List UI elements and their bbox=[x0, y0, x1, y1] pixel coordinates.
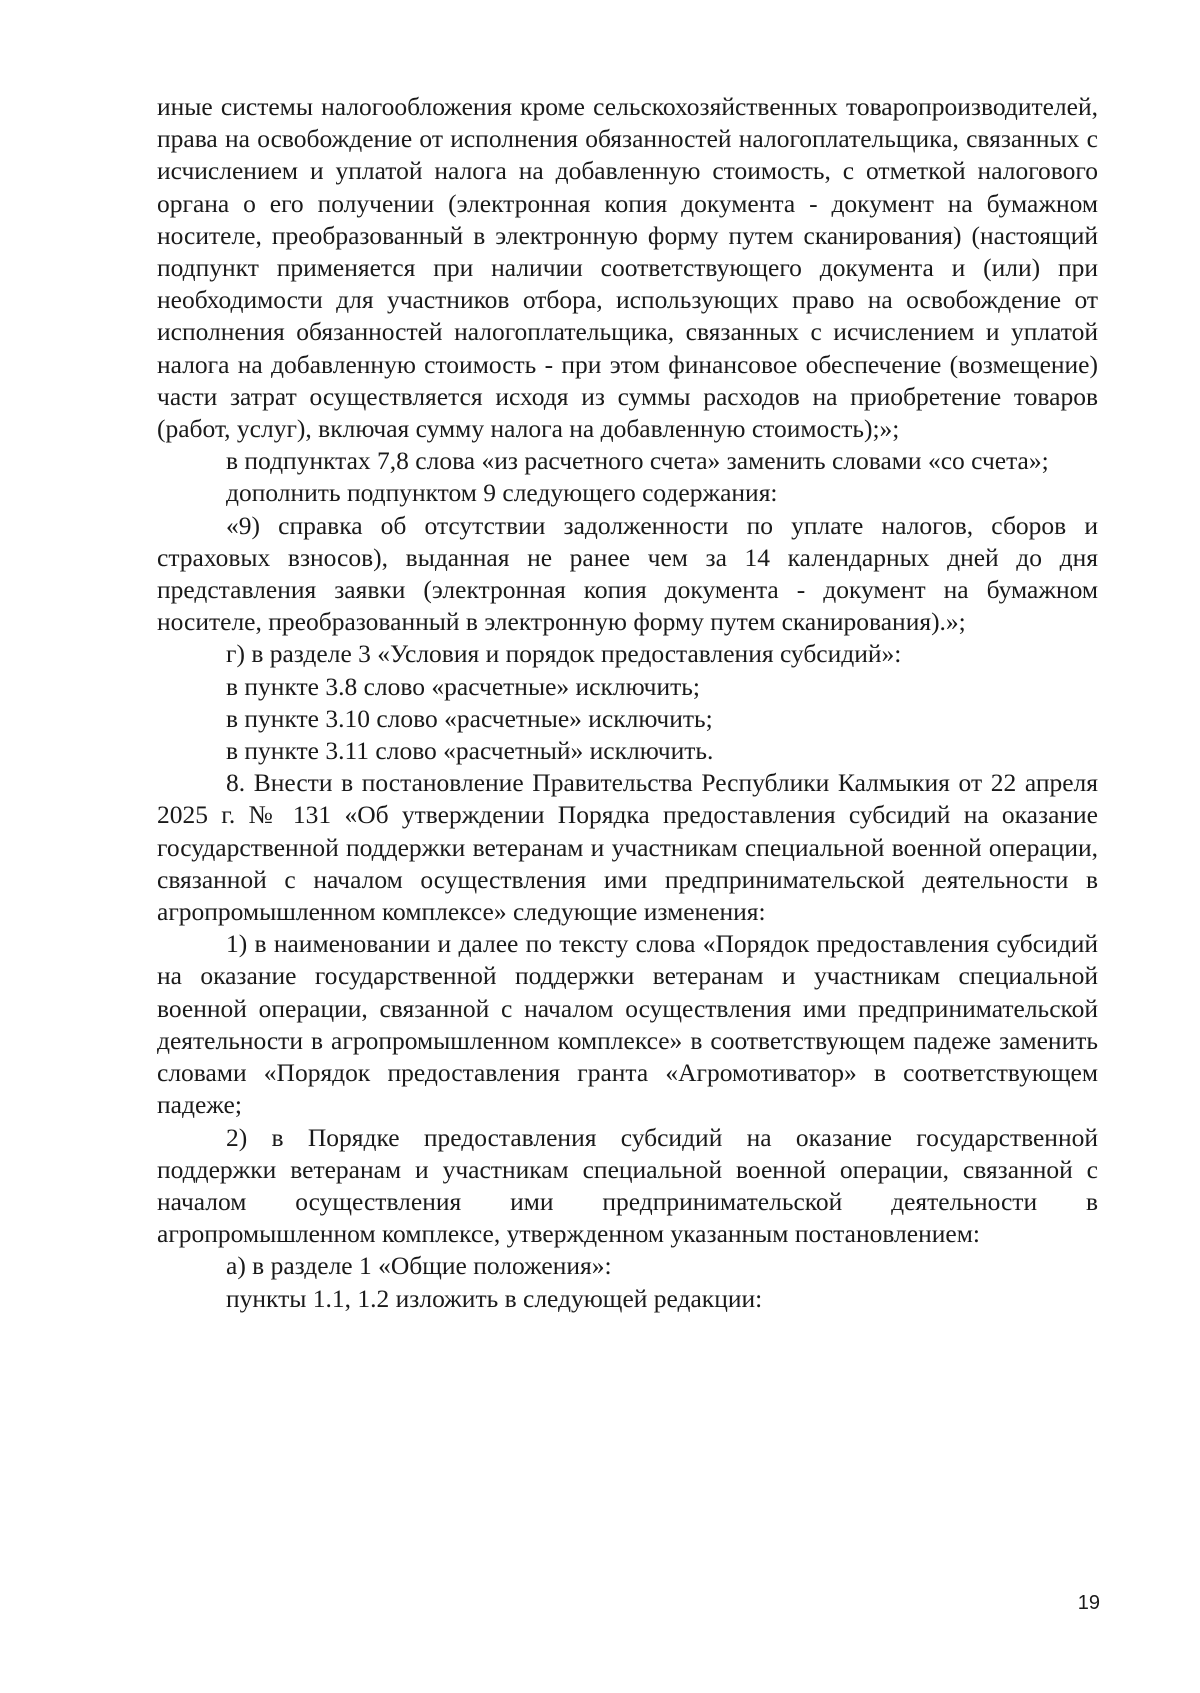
paragraph-subpoint-9: «9) справка об отсутствии задолженности по уплате налогов, сборов и страховых взносов), выданная не ранее чем за 14 календарных дней до дня представления заявки (электронная копия документа - документ на бумажном носителе, преобразованный в электронную форму путем сканирования).»; bbox=[157, 510, 1098, 637]
paragraph-item-8-1: 1) в наименовании и далее по тексту слова «Порядок предоставления субсидий на оказание государственной поддержки ветеранам и участникам специальной военной операции, связанной с началом осуществления ими предпринимательской деятельности в агропромышленном комплексе» в соответствующем падеже заменить словами «Порядок предоставления гранта «Агромотиватор» в соответствующем падеже; bbox=[157, 929, 1098, 1120]
paragraph-section-1: а) в разделе 1 «Общие положения»: bbox=[226, 1251, 612, 1281]
paragraph-continuation: иные системы налогообложения кроме сельскохозяйственных товаропроизводителей, права на освобождение от исполнения обязанностей налогоплательщика, связанных с исчислением и уплатой налога на добавленную стоимость, с отметкой налогового органа о его получении (электронная копия документа - документ на бумажном носителе, преобразованный в электронную форму путем сканирования) (настоящий подпункт применяется при наличии соответствующего документа и (или) при необходимости для участников отбора, использующих право на освобождение от исполнения обязанностей налогоплательщика, связанных с исчислением и уплатой налога на добавленную стоимость - при этом финансовое обеспечение (возмещение) части затрат осуществляется исходя из суммы расходов на приобретение товаров (работ, услуг), включая сумму налога на добавленную стоимость);»; bbox=[157, 92, 1098, 444]
document-body bbox=[157, 91, 1098, 1315]
page-number: 19 bbox=[1077, 1592, 1100, 1614]
paragraph-add-subpoint-9: дополнить подпунктом 9 следующего содержания: bbox=[226, 478, 778, 508]
paragraph-subpoints-7-8: в подпунктах 7,8 слова «из расчетного счета» заменить словами «со счета»; bbox=[226, 446, 1049, 476]
paragraph-item-8: 8. Внести в постановление Правительства Республики Калмыкия от 22 апреля 2025 г. № 131 «Об утверждении Порядка предоставления субсидий на оказание государственной поддержки ветеранам и участникам специальной военной операции, связанной с началом осуществления ими предпринимательской деятельности в агропромышленном комплексе» следующие изменения: bbox=[157, 768, 1098, 927]
paragraph-section-3: г) в разделе 3 «Условия и порядок предоставления субсидий»: bbox=[226, 639, 902, 669]
paragraph-points-1-1-1-2: пункты 1.1, 1.2 изложить в следующей редакции: bbox=[226, 1283, 763, 1313]
paragraph-point-3-11: в пункте 3.11 слово «расчетный» исключить. bbox=[226, 736, 714, 766]
paragraph-point-3-8: в пункте 3.8 слово «расчетные» исключить; bbox=[226, 671, 701, 701]
paragraph-item-8-2: 2) в Порядке предоставления субсидий на оказание государственной поддержки ветеранам и участникам специальной военной операции, связанной с началом осуществления ими предпринимательской деятельности в агропромышленном комплексе, утвержденном указанным постановлением: bbox=[157, 1122, 1098, 1249]
paragraph-point-3-10: в пункте 3.10 слово «расчетные» исключить; bbox=[226, 703, 713, 733]
